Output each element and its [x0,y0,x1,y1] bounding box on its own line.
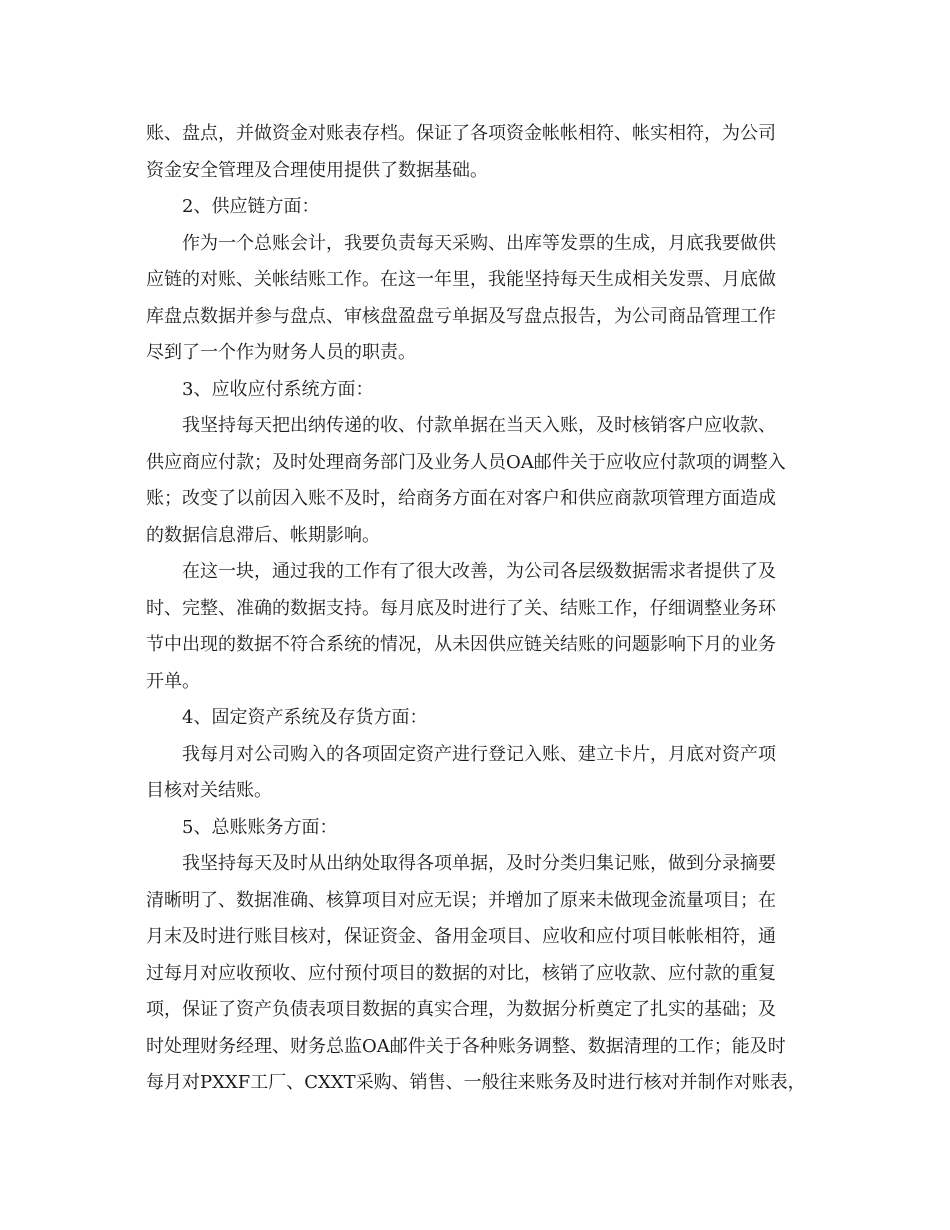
text-line: 作为一个总账会计，我要负责每天采购、出库等发票的生成，月底我要做供 [182,232,776,254]
text-line: 应链的对账、关帐结账工作。在这一年里，我能坚持每天生成相关发票、月底做 [146,269,776,290]
text-line: 我每月对公司购入的各项固定资产进行登记入账、建立卡片，月底对资产项 [182,743,776,765]
text-line: 库盘点数据并参与盘点、审核盘盈盘亏单据及写盘点报告，为公司商品管理工作 [146,305,776,327]
document-body [146,116,806,1102]
text-line: 账；改变了以前因入账不及时，给商务方面在对客户和供应商款项管理方面造成 [146,488,776,509]
text-line: 目核对关结账。 [146,780,272,801]
text-line: 时、完整、准确的数据支持。每月底及时进行了关、结账工作，仔细调整业务环 [146,597,776,619]
text-line: 2、供应链方面： [182,196,320,217]
text-line: 在这一块，通过我的工作有了很大改善，为公司各层级数据需求者提供了及 [182,561,776,582]
text-line: 月末及时进行账目核对，保证资金、备用金项目、应收和应付项目帐帐相符，通 [146,926,776,947]
text-line: 我坚持每天及时从出纳处取得各项单据，及时分类归集记账，做到分录摘要 [182,853,776,874]
text-line: 账、盘点，并做资金对账表存档。保证了各项资金帐帐相符、帐实相符，为公司 [146,123,776,144]
text-line: 开单。 [146,670,200,692]
text-line: 项，保证了资产负债表项目数据的真实合理，为数据分析奠定了扎实的基础；及 [146,999,776,1020]
text-line: 尽到了一个作为财务人员的职责。 [146,342,416,363]
text-line: 5、总账账务方面： [182,816,338,838]
text-line: 3、应收应付系统方面： [182,378,374,400]
text-line: 过每月对应收预收、应付预付项目的数据的对比，核销了应收款、应付款的重复 [146,962,776,984]
text-line: 的数据信息滞后、帐期影响。 [146,524,380,546]
text-line: 节中出现的数据不符合系统的情况，从未因供应链关结账的问题影响下月的业务 [146,634,776,655]
text-line: 清晰明了、数据准确、核算项目对应无误；并增加了原来未做现金流量项目；在 [146,889,776,911]
text-line: 资金安全管理及合理使用提供了数据基础。 [146,159,488,181]
text-line: 4、固定资产系统及存货方面： [182,707,428,728]
text-line: 供应商应付款；及时处理商务部门及业务人员OA邮件关于应收应付款项的调整入 [146,451,786,473]
text-line: 每月对PXXF工厂、CXXT采购、销售、一般往来账务及时进行核对并制作对账表， [146,1072,806,1093]
text-line: 我坚持每天把出纳传递的收、付款单据在当天入账，及时核销客户应收款、 [182,415,776,436]
text-line: 时处理财务经理、财务总监OA邮件关于各种账务调整、数据清理的工作；能及时 [146,1035,786,1057]
